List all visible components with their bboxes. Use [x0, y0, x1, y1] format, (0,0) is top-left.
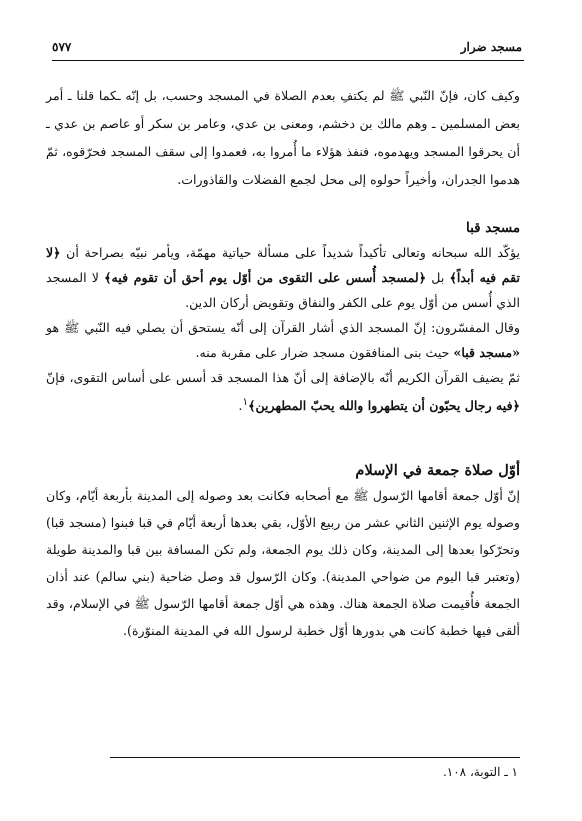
- quran-quote: ﴿فيه رجال يحبّون أن يتطهروا والله يحبّ المطهرين﴾: [248, 398, 520, 414]
- quba-p3-end: .: [238, 398, 243, 414]
- quba-section: [46, 240, 520, 418]
- header-rule: [52, 60, 524, 61]
- quba-heading: مسجد قبا: [466, 220, 520, 236]
- quba-p2-intro: وقال المفسّرون: إنّ المسجد الذي أشار القرآن إلى أنّه يستحق أن يصلي فيه النّبي ﷺ هو: [46, 320, 520, 335]
- quba-paragraph-3: [46, 365, 520, 418]
- jumua-section: [46, 482, 520, 644]
- intro-section: [46, 82, 520, 194]
- quran-quote: ﴿لمسجد أُسس على التقوى من أوّل يوم أحق أن تقوم فيه﴾: [104, 270, 427, 285]
- quba-p1-end: لا المسجد الذي أُسس من أوّل يوم على الكفر والنفاق وتقويض أركان الدين.: [46, 270, 520, 310]
- jumua-heading: أوّل صلاة جمعة في الإسلام: [355, 462, 520, 479]
- quba-p2-end: حيث بنى المنافقون مسجد ضرار على مقربة منه.: [195, 345, 454, 360]
- running-header: [52, 36, 522, 58]
- footnote-rule: [110, 757, 520, 758]
- running-title: مسجد ضرار: [460, 40, 522, 54]
- quba-paragraph-1: [46, 240, 520, 315]
- quba-p1-intro: يؤكّد الله سبحانه وتعالى تأكيداً شديداً على مسألة حياتية مهمّة، ويأمر نبيّه بصراحة أن: [60, 245, 520, 260]
- footnote-marker[interactable]: ١: [242, 396, 249, 408]
- jumua-paragraph: إنّ أوّل جمعة أقامها الرّسول ﷺ مع أصحابه فكانت بعد وصوله إلى المدينة بأربعة أيّام، وكان وصوله يوم الإثنين الثاني عشر من ربيع الأوّل، بقي بعدها أربعة أيّام في قبا فبنوا (مسجد قبا) وتحرّكوا بعدها إلى المدينة، وكان ذلك يوم الجمعة، ولم تكن المسافة بين قبا والمدينة طويلة (وتعتبر قبا اليوم من ضواحي المدينة). وكان الرّسول قد وصل ضاحية (بني سالم) عند أذان الجمعة فأُقيمت صلاة الجمعة هناك. وهذه هي أوّل جمعة أقامها الرّسول ﷺ في الإسلام، وقد ألقى فيها خطبة كانت هي بدورها أوّل خطبة لرسول الله في المدينة المنوّرة).: [46, 488, 520, 638]
- page-number: ٥٧٧: [52, 40, 72, 54]
- intro-paragraph: وكيف كان، فإنّ النّبي ﷺ لم يكتفِ بعدم الصلاة في المسجد وحسب، بل إنّه ـكما قلنا ـ أمر بعض المسلمين ـ وهم مالك بن دخشم، ومعنى بن عدي، وعامر بن سكر أو عاصم بن عدي ـ أن يحرقوا المسجد ويهدموه، فنفذ هؤلاء ما أُمروا به، فعمدوا إلى سقف المسجد فحرّقوه، ثمّ هدموا الجدران، وأخيراً حولوه إلى محل لجمع الفضلات والقاذورات.: [46, 88, 520, 187]
- quba-paragraph-2: [46, 315, 520, 365]
- footnote: ١ ـ التوبة، ١٠٨.: [442, 765, 518, 779]
- quba-p3-intro: ثمّ يضيف القرآن الكريم أنّه بالإضافة إلى أنّ هذا المسجد قد أسس على أساس التقوى، فإنّ: [46, 370, 520, 385]
- mosque-name: «مسجد قبا»: [453, 345, 520, 360]
- quba-p1-mid: بل: [426, 270, 450, 285]
- quran-quote: ﴿لا تقم فيه أبداً﴾: [46, 245, 521, 285]
